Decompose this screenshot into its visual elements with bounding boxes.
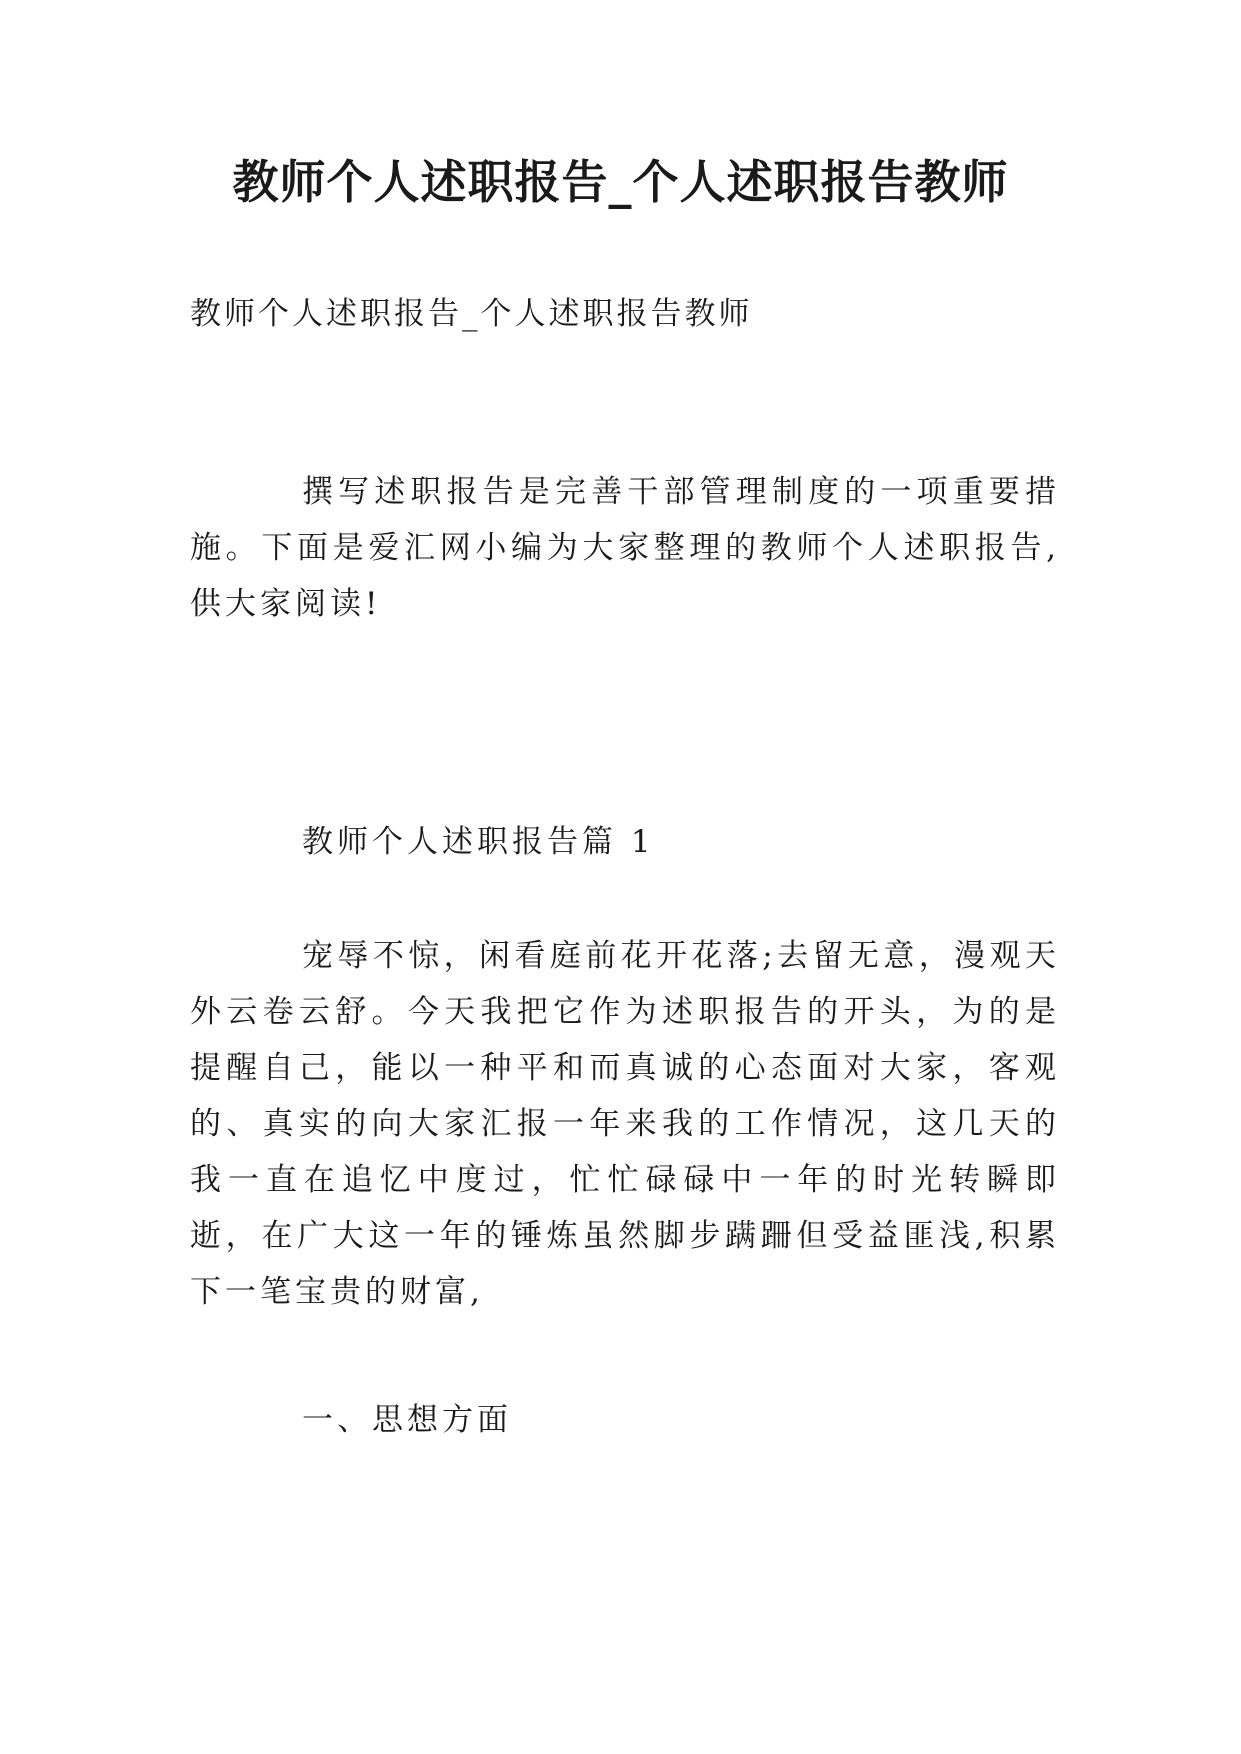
section-heading: 教师个人述职报告篇 1: [302, 824, 655, 860]
document-subtitle: 教师个人述职报告_个人述职报告教师: [190, 296, 753, 332]
body-paragraph: 宠辱不惊，闲看庭前花开花落;去留无意，漫观天外云卷云舒。今天我把它作为述职报告的开头，为的是提醒自己，能以一种平和而真诚的心态面对大家，客观的、真实的向大家汇报一年来我的工作情况，这几天的我一直在追忆中度过，忙忙碌碌中一年的时光转瞬即逝，在广大这一年的锤炼虽然脚步蹒跚但受益匪浅,积累下一笔宝贵的财富,: [190, 938, 1060, 1310]
document-title: 教师个人述职报告_个人述职报告教师: [232, 155, 1009, 209]
intro-paragraph: 撰写述职报告是完善干部管理制度的一项重要措施。下面是爱汇网小编为大家整理的教师个人述职报告,供大家阅读!: [190, 474, 1060, 622]
subsection-heading: 一、思想方面: [302, 1402, 512, 1438]
